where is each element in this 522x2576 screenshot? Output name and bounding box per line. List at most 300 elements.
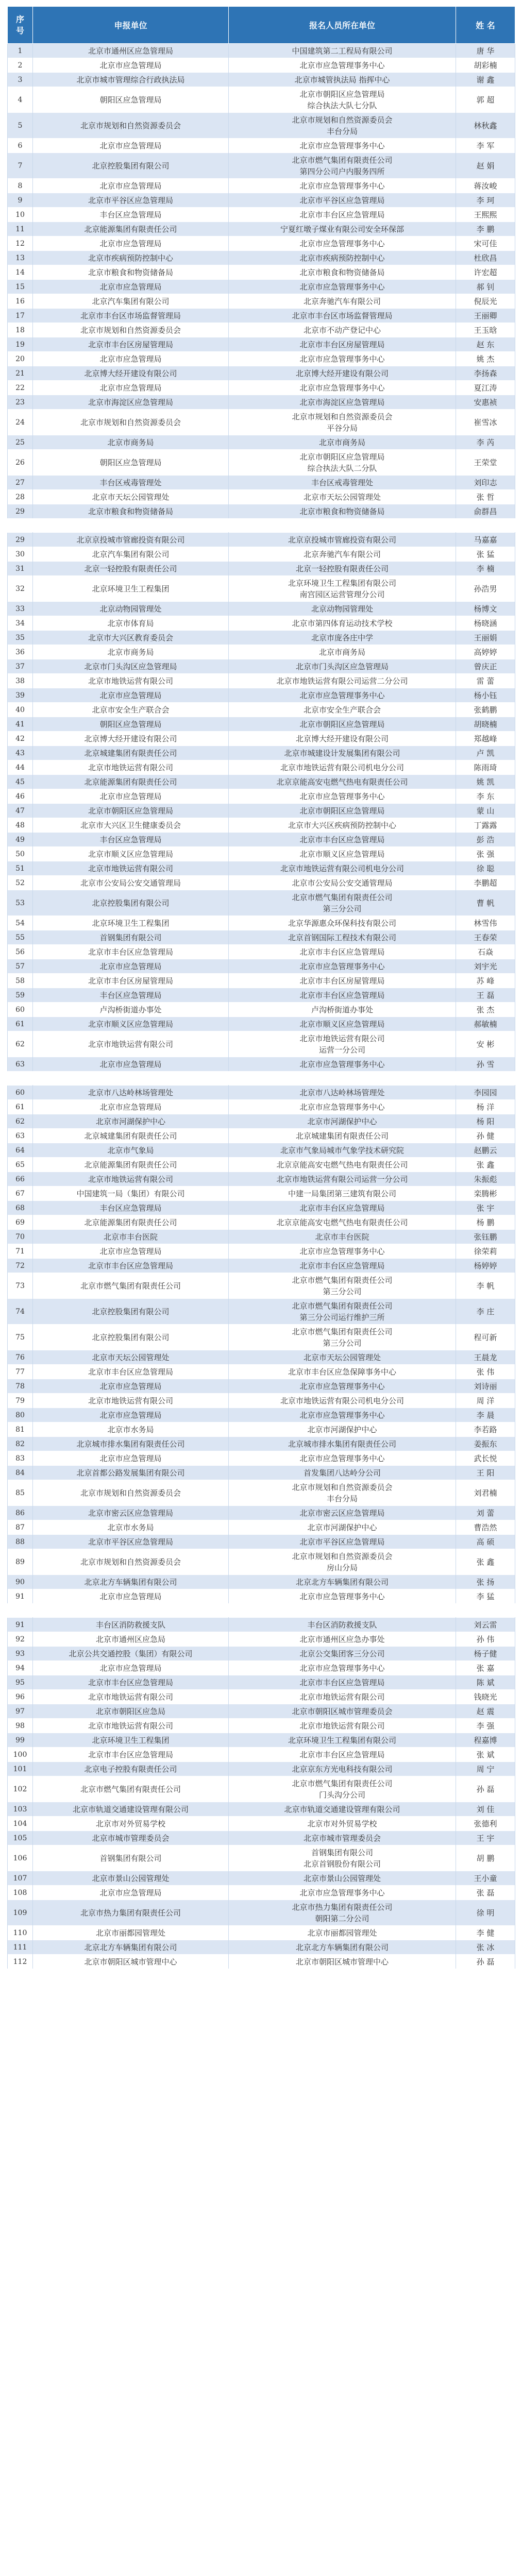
row-unit: 北京能源集团有限责任公司: [33, 775, 229, 789]
row-workplace: [229, 1661, 456, 1675]
row-number: 42: [8, 732, 33, 746]
row-person-name: 曹 帆: [456, 890, 515, 916]
row-unit: 北京市安全生产联合会: [33, 703, 229, 717]
table-row: [8, 547, 515, 562]
table-row: [8, 1589, 515, 1604]
row-workplace-line: 北京市城管执法局 指挥中心: [294, 75, 390, 84]
row-unit: 北京市应急管理局: [33, 280, 229, 294]
row-person-name: 张鹤鹏: [456, 703, 515, 717]
table-row: [8, 688, 515, 703]
row-workplace-line: 北京市气象局城市气象学技术研究院: [280, 1145, 404, 1155]
row-unit: 北京市丰台区房屋管理局: [33, 974, 229, 988]
row-unit: 北京市朝阳区应急局: [33, 1704, 229, 1719]
row-number: 92: [8, 1632, 33, 1647]
row-workplace-line: 北京市地铁运营有限公司运营二分公司: [276, 676, 408, 686]
row-unit: 北京市应急管理局: [33, 1408, 229, 1422]
row-unit: 丰台区应急管理局: [33, 208, 229, 222]
row-number: 94: [8, 1661, 33, 1675]
row-workplace-line: 北京市应急管理事务中心: [299, 1888, 385, 1897]
row-person-name: 赵鹏云: [456, 1143, 515, 1158]
row-workplace: [229, 1017, 456, 1031]
row-unit: 卢沟桥街道办事处: [33, 1003, 229, 1017]
row-workplace: [229, 818, 456, 833]
row-workplace: [229, 1647, 456, 1661]
table-row: [8, 1762, 515, 1776]
row-number: 64: [8, 1143, 33, 1158]
row-workplace-line: 第三分公司: [323, 1286, 362, 1296]
row-workplace-line: 北京市地铁运营有限公司: [299, 1721, 385, 1731]
table-row: [8, 1086, 515, 1100]
row-person-name: 张 鑫: [456, 1549, 515, 1575]
row-number: 98: [8, 1719, 33, 1733]
table-row: [8, 1733, 515, 1748]
row-workplace-line: 北京市应急管理事务中心: [299, 1381, 385, 1391]
row-workplace: [229, 1215, 456, 1230]
row-number: 43: [8, 746, 33, 760]
row-person-name: 孙 雪: [456, 1057, 515, 1072]
row-number: 8: [8, 179, 33, 193]
row-number: 77: [8, 1365, 33, 1379]
row-person-name: 丁露露: [456, 818, 515, 833]
row-unit: 北京市应急管理局: [33, 959, 229, 974]
row-person-name: 张 斌: [456, 1748, 515, 1762]
row-number: 74: [8, 1299, 33, 1325]
table-row: [8, 1100, 515, 1114]
row-person-name: 王丽卿: [456, 309, 515, 323]
row-number: 100: [8, 1748, 33, 1762]
row-workplace-line: 北京市燃气集团有限责任公司: [292, 155, 393, 165]
row-number: 40: [8, 703, 33, 717]
row-workplace: [229, 562, 456, 576]
row-workplace-line: 北京市不动产登记中心: [303, 325, 381, 335]
row-number: 91: [8, 1589, 33, 1604]
row-workplace: [229, 323, 456, 337]
row-workplace: [229, 395, 456, 410]
table-row: [8, 179, 515, 193]
row-workplace-line: 北京市朝阳区城市管理委员会: [292, 1706, 393, 1716]
row-unit: 北京博大经开建设有限公司: [33, 366, 229, 381]
row-workplace-line: 北京奔驰汽车有限公司: [303, 549, 381, 559]
row-unit: 北京市粮食和物资储备局: [33, 265, 229, 280]
row-workplace: [229, 1719, 456, 1733]
table-row: [8, 804, 515, 818]
row-person-name: 朱振彪: [456, 1172, 515, 1187]
row-unit: 北京城建集团有限责任公司: [33, 1129, 229, 1143]
row-workplace-line: 北京市城市管理委员会: [303, 1833, 381, 1843]
row-person-name: 杨子健: [456, 1647, 515, 1661]
row-person-name: 张钰鹏: [456, 1230, 515, 1244]
row-workplace: [229, 1031, 456, 1057]
row-workplace-line: 北京市朝阳区应急管理局: [299, 89, 385, 99]
table-row: [8, 222, 515, 236]
row-workplace-line: 北京市丰台区应急保障事务中心: [288, 1367, 396, 1377]
row-workplace: [229, 890, 456, 916]
row-number: 1: [8, 44, 33, 58]
row-person-name: 李 庄: [456, 1299, 515, 1325]
table-row: [8, 930, 515, 945]
row-number: 30: [8, 547, 33, 562]
row-workplace: [229, 1940, 456, 1955]
row-workplace: [229, 1845, 456, 1871]
row-person-name: 张 哲: [456, 490, 515, 504]
row-number: 18: [8, 323, 33, 337]
row-person-name: 李 东: [456, 789, 515, 804]
row-workplace: [229, 674, 456, 688]
row-number: 70: [8, 1230, 33, 1244]
row-workplace: [229, 44, 456, 58]
row-workplace: [229, 1273, 456, 1299]
row-workplace-line: 北京环境卫生工程集团有限公司: [288, 1735, 396, 1745]
table-row: [8, 717, 515, 732]
row-workplace: [229, 1086, 456, 1100]
row-number: 53: [8, 890, 33, 916]
row-workplace: [229, 1704, 456, 1719]
table-row: [8, 916, 515, 930]
page: [7, 6, 515, 1969]
row-number: 66: [8, 1172, 33, 1187]
row-workplace-line: 宁夏红墩子煤业有限公司安全环保部: [280, 224, 404, 234]
row-workplace-line: 中建一局集团第三建筑有限公司: [288, 1189, 396, 1198]
row-person-name: 张德利: [456, 1817, 515, 1831]
table-row: [8, 1230, 515, 1244]
row-workplace: [229, 1172, 456, 1187]
row-workplace: [229, 861, 456, 876]
row-person-name: 李 健: [456, 1926, 515, 1940]
row-workplace-line: 北京市应急管理事务中心: [299, 1591, 385, 1601]
row-number: 106: [8, 1845, 33, 1871]
row-person-name: 蒋汝峻: [456, 179, 515, 193]
row-unit: 北京环境卫生工程集团: [33, 916, 229, 930]
table-row: [8, 1350, 515, 1365]
table-row: [8, 1647, 515, 1661]
row-unit: 北京市应急管理局: [33, 1451, 229, 1466]
table-row: [8, 562, 515, 576]
row-workplace-line: 北京市丰台区应急管理局: [299, 835, 385, 844]
row-number: 93: [8, 1647, 33, 1661]
table-row: [8, 1394, 515, 1408]
row-workplace-line: 北京市丰台区应急管理局: [299, 1261, 385, 1270]
row-unit: 北京一轻控股有限责任公司: [33, 562, 229, 576]
row-number: 25: [8, 435, 33, 450]
table-row: [8, 890, 515, 916]
row-workplace-line: 北京市应急管理事务中心: [299, 282, 385, 292]
row-workplace: [229, 1259, 456, 1273]
row-workplace-line: 北京市公安局公安交通管理局: [292, 878, 393, 888]
row-number: 79: [8, 1394, 33, 1408]
row-workplace-line: 北京市应急管理事务中心: [299, 383, 385, 393]
row-unit: 北京市应急管理局: [33, 139, 229, 153]
row-unit: 北京市大兴区教育委员会: [33, 631, 229, 645]
row-number: 46: [8, 789, 33, 804]
row-number: 107: [8, 1871, 33, 1886]
row-workplace: [229, 1158, 456, 1172]
table-row: [8, 504, 515, 519]
row-person-name: 张 扬: [456, 1575, 515, 1589]
row-person-name: 王熙熙: [456, 208, 515, 222]
row-unit: 北京市商务局: [33, 435, 229, 450]
row-number: 17: [8, 309, 33, 323]
row-workplace-line: 北京市规划和自然资源委员会: [292, 115, 393, 125]
group-separator: [8, 1603, 515, 1618]
row-workplace: [229, 236, 456, 251]
table-row: [8, 1422, 515, 1437]
row-unit: 北京市应急管理局: [33, 179, 229, 193]
row-person-name: 高婷婷: [456, 645, 515, 659]
row-person-name: 马嘉嘉: [456, 533, 515, 547]
row-workplace-line: 北京市顺义区应急管理局: [299, 849, 385, 859]
row-workplace-line: 第三分公司运行维护三所: [299, 1312, 385, 1322]
group-separator: [8, 1071, 515, 1086]
row-person-name: 李若路: [456, 1422, 515, 1437]
row-person-name: 郭 超: [456, 87, 515, 113]
table-row: [8, 251, 515, 265]
row-number: 16: [8, 294, 33, 309]
row-unit: 北京市地铁运营有限公司: [33, 674, 229, 688]
table-row: [8, 323, 515, 337]
row-unit: 北京市粮食和物资储备局: [33, 504, 229, 519]
row-workplace-line: 北京市地铁运营有限公司: [299, 1033, 385, 1043]
table-row: [8, 294, 515, 309]
table-row: [8, 1114, 515, 1129]
table-row: [8, 1003, 515, 1017]
row-person-name: 周 洋: [456, 1394, 515, 1408]
row-number: 5: [8, 113, 33, 139]
row-workplace: [229, 1506, 456, 1520]
row-workplace: [229, 1143, 456, 1158]
row-workplace-line: 丰台分局: [326, 1494, 358, 1503]
row-workplace-line: 北京北方车辆集团有限公司: [295, 1577, 389, 1587]
row-number: 48: [8, 818, 33, 833]
table-row: [8, 1031, 515, 1057]
table-row: [8, 1845, 515, 1871]
row-number: 13: [8, 251, 33, 265]
row-workplace-line: 北京市景山公园管理处: [303, 1873, 381, 1883]
row-workplace-line: 朝阳第二分公司: [315, 1913, 369, 1923]
row-workplace: [229, 688, 456, 703]
row-unit: 北京控股集团有限公司: [33, 153, 229, 179]
row-person-name: 李 强: [456, 1719, 515, 1733]
row-unit: 北京市顺义区应急管理局: [33, 847, 229, 861]
table-row: [8, 1143, 515, 1158]
table-row: [8, 265, 515, 280]
row-person-name: 杨 洋: [456, 1100, 515, 1114]
table-row: [8, 1244, 515, 1259]
row-person-name: 王荣堂: [456, 450, 515, 476]
row-workplace-line: 首发集团八达岭分公司: [303, 1468, 381, 1478]
row-unit: 北京市规划和自然资源委员会: [33, 410, 229, 435]
row-workplace: [229, 1589, 456, 1604]
row-unit: 北京市天坛公园管理处: [33, 490, 229, 504]
header-unit: 申报单位: [33, 7, 229, 44]
row-person-name: 孙 磊: [456, 1955, 515, 1969]
row-workplace: [229, 435, 456, 450]
table-row: [8, 193, 515, 208]
row-unit: 北京市燃气集团有限责任公司: [33, 1776, 229, 1802]
row-number: 44: [8, 760, 33, 775]
row-workplace-line: 北京市平谷区应急管理局: [299, 1537, 385, 1547]
row-person-name: 孙 磊: [456, 1776, 515, 1802]
row-unit: 北京市地铁运营有限公司: [33, 1031, 229, 1057]
row-workplace: [229, 476, 456, 490]
row-unit: 北京市应急管理局: [33, 352, 229, 366]
row-number: 61: [8, 1100, 33, 1114]
row-workplace-line: 北京城建集团有限责任公司: [295, 1131, 389, 1141]
row-workplace: [229, 58, 456, 73]
table-row: [8, 58, 515, 73]
row-unit: 丰台区应急管理局: [33, 1201, 229, 1215]
row-unit: 北京市地铁运营有限公司: [33, 1394, 229, 1408]
row-workplace: [229, 789, 456, 804]
row-person-name: 杨博文: [456, 602, 515, 616]
table-row: [8, 1661, 515, 1675]
row-workplace: [229, 193, 456, 208]
row-workplace: [229, 988, 456, 1003]
row-person-name: 胡晓楠: [456, 717, 515, 732]
row-unit: 北京市规划和自然资源委员会: [33, 323, 229, 337]
row-unit: 北京市水务局: [33, 1422, 229, 1437]
row-workplace-line: 北京市应急管理事务中心: [299, 1453, 385, 1463]
row-workplace: [229, 1886, 456, 1900]
row-unit: 北京市公安局公安交通管理局: [33, 876, 229, 890]
row-unit: 北京市水务局: [33, 1520, 229, 1535]
row-number: 6: [8, 139, 33, 153]
row-workplace-line: 北京市海淀区应急管理局: [299, 397, 385, 407]
row-workplace: [229, 139, 456, 153]
row-workplace: [229, 645, 456, 659]
row-workplace-line: 北京市商务局: [318, 647, 365, 657]
row-workplace: [229, 1057, 456, 1072]
row-workplace: [229, 1187, 456, 1201]
table-row: [8, 1057, 515, 1072]
table-row: [8, 974, 515, 988]
row-workplace: [229, 1437, 456, 1451]
row-workplace-line: 北京市热力集团有限责任公司: [292, 1902, 393, 1912]
row-number: 75: [8, 1325, 33, 1350]
row-workplace: [229, 717, 456, 732]
row-person-name: 李 猛: [456, 1589, 515, 1604]
row-unit: 北京市通州区应急管理局: [33, 44, 229, 58]
row-person-name: 张 杰: [456, 1003, 515, 1017]
row-person-name: 蒙 山: [456, 804, 515, 818]
row-number: 89: [8, 1549, 33, 1575]
row-workplace: [229, 251, 456, 265]
row-workplace-line: 平谷分局: [326, 423, 358, 433]
row-workplace-line: 北京市地铁运营有限公司: [299, 1692, 385, 1702]
row-workplace-line: 综合执法大队二分队: [307, 463, 377, 473]
row-workplace-line: 北京华源惠众环保科技有限公司: [288, 918, 396, 928]
row-workplace-line: 北京奔驰汽车有限公司: [303, 296, 381, 306]
row-workplace: [229, 208, 456, 222]
row-number: 38: [8, 674, 33, 688]
row-workplace-line: 北京市顺义区应急管理局: [299, 1019, 385, 1029]
row-number: 49: [8, 833, 33, 847]
row-workplace: [229, 1325, 456, 1350]
row-number: 80: [8, 1408, 33, 1422]
table-row: [8, 1273, 515, 1299]
row-workplace: [229, 847, 456, 861]
table-row: [8, 1535, 515, 1549]
row-person-name: 王晨龙: [456, 1350, 515, 1365]
row-workplace: [229, 1379, 456, 1394]
row-number: 99: [8, 1733, 33, 1748]
row-workplace-line: 北京市应急管理事务中心: [299, 690, 385, 700]
row-workplace: [229, 1831, 456, 1845]
table-row: [8, 861, 515, 876]
row-person-name: 刘印志: [456, 476, 515, 490]
row-number: 110: [8, 1926, 33, 1940]
row-unit: 北京市海淀区应急管理局: [33, 395, 229, 410]
row-unit: 北京京投城市管廊投资有限公司: [33, 533, 229, 547]
row-workplace: [229, 703, 456, 717]
row-unit: 北京能源集团有限责任公司: [33, 1158, 229, 1172]
row-person-name: 王玉晗: [456, 323, 515, 337]
row-person-name: 赵 东: [456, 337, 515, 352]
table-body: [8, 44, 515, 1969]
row-number: 111: [8, 1940, 33, 1955]
row-person-name: 林雪伟: [456, 916, 515, 930]
row-workplace-line: 北京市庞各庄中学: [311, 633, 373, 642]
row-unit: 北京电子控股有限责任公司: [33, 1762, 229, 1776]
row-number: 50: [8, 847, 33, 861]
row-number: 41: [8, 717, 33, 732]
row-workplace-line: 北京京投城市管廊投资有限公司: [288, 535, 396, 545]
row-unit: 北京市应急管理局: [33, 1244, 229, 1259]
table-row: [8, 602, 515, 616]
table-row: [8, 1520, 515, 1535]
row-number: 112: [8, 1955, 33, 1969]
table-row: [8, 847, 515, 861]
row-person-name: 张 猛: [456, 547, 515, 562]
row-workplace-line: 北京市大兴区疾病预防控制中心: [288, 820, 396, 830]
row-number: 2: [8, 58, 33, 73]
row-unit: 北京市顺义区应急管理局: [33, 1017, 229, 1031]
row-workplace: [229, 732, 456, 746]
table-row: [8, 1704, 515, 1719]
row-workplace-line: 北京市第四体育运动技术学校: [292, 618, 393, 628]
row-person-name: 许宏超: [456, 265, 515, 280]
row-number: 109: [8, 1900, 33, 1926]
table-row: [8, 732, 515, 746]
row-workplace: [229, 1480, 456, 1506]
row-workplace: [229, 1114, 456, 1129]
row-number: 51: [8, 861, 33, 876]
row-workplace-line: 门头沟分公司: [318, 1790, 365, 1800]
table-row: [8, 775, 515, 789]
row-number: 87: [8, 1520, 33, 1535]
row-workplace-line: 北京市应急管理事务中心: [299, 1663, 385, 1673]
row-person-name: 陈 斌: [456, 1675, 515, 1690]
row-unit: 北京市地铁运营有限公司: [33, 861, 229, 876]
roster-table: [7, 6, 515, 1969]
row-unit: 中国建筑一局（集团）有限公司: [33, 1187, 229, 1201]
row-number: 15: [8, 280, 33, 294]
table-row: [8, 236, 515, 251]
table-row: [8, 208, 515, 222]
row-unit: 北京市体育局: [33, 616, 229, 631]
row-person-name: 倪辰光: [456, 294, 515, 309]
row-unit: 北京市应急管理局: [33, 1886, 229, 1900]
row-workplace-line: 第三分公司: [323, 1338, 362, 1348]
table-row: [8, 1802, 515, 1817]
table-row: [8, 113, 515, 139]
row-workplace-line: 北京市对外贸易学校: [307, 1819, 377, 1828]
row-person-name: 栾腾彬: [456, 1187, 515, 1201]
row-workplace: [229, 804, 456, 818]
row-unit: 北京汽车集团有限公司: [33, 294, 229, 309]
row-person-name: 杨晓涵: [456, 616, 515, 631]
row-workplace-line: 北京市丽都园管理处: [307, 1928, 377, 1938]
row-number: 86: [8, 1506, 33, 1520]
